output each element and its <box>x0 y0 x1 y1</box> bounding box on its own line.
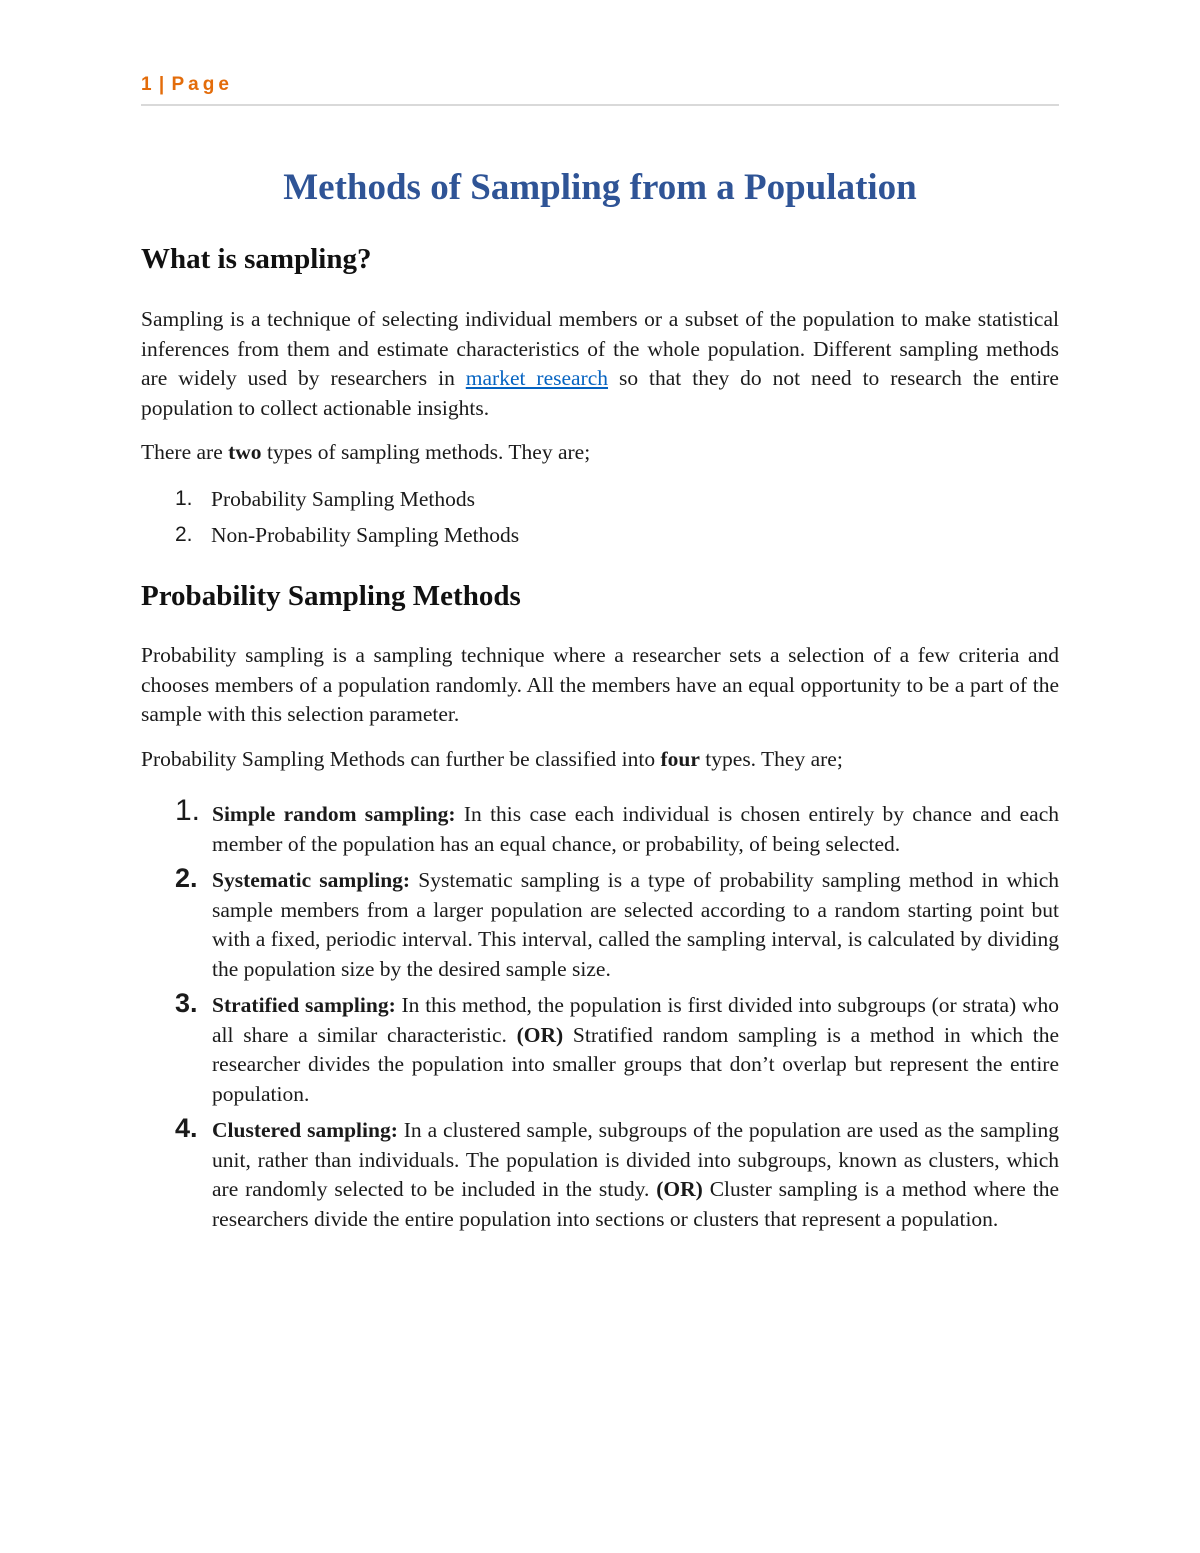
heading-probability-methods: Probability Sampling Methods <box>141 580 521 612</box>
list-item: 4. Clustered sampling: In a clustered sample, subgroups of the population are used as the sampling unit, rather than individuals. The population is divided into subgroups, known as clusters, which are randomly selected to be included in the study. (OR) Cluster sampling is a method where the researchers divide the entire population into sections or clusters that represent a population. <box>175 1113 1059 1231</box>
sampling-types-list <box>141 481 1059 553</box>
list-item: 3. Stratified sampling: In this method, the population is first divided into subgroups (or strata) who all share a similar characteristic. (OR) Stratified random sampling is a method in which the researcher divides the population into smaller groups that don’t overlap but represent the entire population. <box>175 988 1059 1106</box>
page-word: Page <box>171 74 233 95</box>
list-item: 2. Non-Probability Sampling Methods <box>175 523 520 547</box>
paragraph-four-types: Probability Sampling Methods can further be classified into four types. They are; <box>141 747 843 771</box>
page-header <box>141 74 1059 106</box>
market-research-link[interactable]: market research <box>465 366 609 390</box>
paragraph-probability-definition: Probability sampling is a sampling technique where a researcher sets a selection of a few criteria and chooses members of a population randomly. All the members have an equal opportunity to be a part of the sample with this selection parameter. <box>141 643 1059 726</box>
heading-what-is-sampling: What is sampling? <box>141 243 372 275</box>
paragraph-two-types: There are two types of sampling methods. They are; <box>141 440 591 464</box>
list-item: 1. Simple random sampling: In this case each individual is chosen entirely by chance and each member of the population has an equal chance, or probability, of being selected. <box>175 794 1059 856</box>
probability-methods-list <box>141 794 1059 1241</box>
page-number: 1 <box>141 74 153 95</box>
list-item: 1. Probability Sampling Methods <box>175 487 475 511</box>
document-title: Methods of Sampling from a Population <box>283 167 917 208</box>
page-separator: | <box>158 74 166 95</box>
paragraph-sampling-definition: Sampling is a technique of selecting individual members or a subset of the population to make statistical inferences from them and estimate characteristics of the whole population. Different sampling methods are widely used by researchers in market research so that they do not need to research the entire population to collect actionable insights. <box>141 307 1059 420</box>
list-item: 2. Systematic sampling: Systematic sampling is a type of probability sampling method in which sample members from a larger population are selected according to a random starting point but with a fixed, periodic interval. This interval, called the sampling interval, is calculated by dividing the population size by the desired sample size. <box>175 863 1059 981</box>
